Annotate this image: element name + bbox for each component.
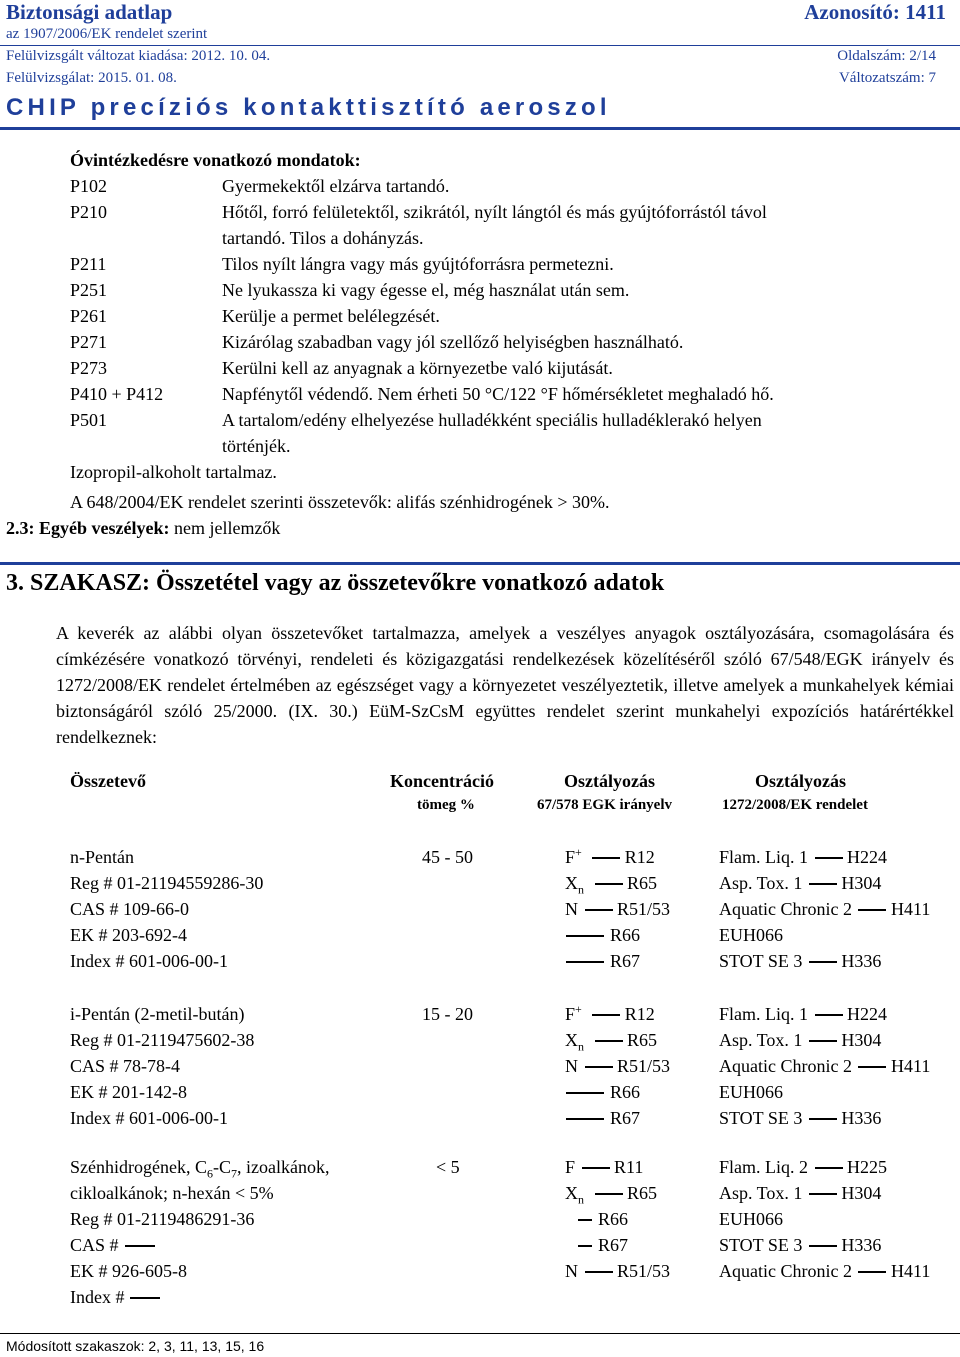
new-class-line: Asp. Tox. 1 H304 [719,873,882,893]
precautions-heading: Óvintézkedésre vonatkozó mondatok: [70,150,361,170]
component-reg: Reg # 01-2119475602-38 [70,1030,255,1050]
old-class-line: F R11 [565,1157,644,1177]
old-class-line: F+ R12 [565,1002,655,1024]
old-class-line: N R51/53 [565,899,671,919]
new-class-line: Aquatic Chronic 2 H411 [719,1261,931,1281]
component-reg: Reg # 01-21194559286-30 [70,873,264,893]
old-class-line: R67 [566,1108,640,1129]
new-class-line: STOT SE 3 H336 [719,1235,882,1255]
product-name: CHIP precíziós kontakttisztító aeroszol [6,94,611,121]
component-ek: EK # 926-605-8 [70,1261,187,1281]
page-number: Oldalszám: 2/14 [837,48,936,64]
old-class-line: R66 [578,1209,628,1230]
component-concentration: < 5 [436,1157,460,1177]
component-index: Index # 601-006-00-1 [70,951,228,971]
section-rule [0,562,960,565]
modified-sections: Módosított szakaszok: 2, 3, 11, 13, 15, 16 [6,1338,265,1354]
component-ek: EK # 201-142-8 [70,1082,187,1102]
new-class-line: Flam. Liq. 2 H225 [719,1157,887,1177]
component-reg: Reg # 01-2119486291-36 [70,1209,255,1229]
old-class-line: F+ R12 [565,845,655,867]
component-concentration: 45 - 50 [422,847,473,867]
component-concentration: 15 - 20 [422,1004,473,1024]
precaution-code: P273 [70,358,108,378]
precaution-text: Tilos nyílt lángra vagy más gyújtóforrásra permetezni. [222,254,614,274]
precaution-text: Kerülje a permet belélegzését. [222,306,440,326]
version-number: Változatszám: 7 [838,70,936,86]
component-cas: CAS # [70,1235,155,1256]
header-class-old: Osztályozás [564,771,655,791]
section3-paragraph: A keverék az alábbi olyan összetevőket tartalmazza, amelyek a veszélyes anyagok osztályozására, csomagolására és címkézésére vonatkozó törvényi, rendeleti és közigazgatási rendelkezések közelítéséről szóló 67/548/EGK irányelv és 1272/2008/EK rendelet értelmében az egészséget vagy a környezetet veszélyeztetik, illetve amelyek a munkahelyek kémiai biztonságáról szóló 25/2000. (IX. 30.) EüM-SzCsM együttes rendelet szerint munkahelyi expozíciós határértékkel rendelkeznek: [56,623,954,748]
new-class-line: EUH066 [719,1082,783,1102]
component-index: Index # [70,1287,160,1308]
precaution-text: Hőtől, forró felületektől, szikrától, nyílt lángtól és más gyújtóforrástól távol [222,202,767,222]
precaution-code: P211 [70,254,107,274]
new-class-line: Asp. Tox. 1 H304 [719,1030,882,1050]
old-class-line: $X_n$ R65 [565,873,658,897]
precaution-text: Kizárólag szabadban vagy jól szellőző helyiségben használható. [222,332,684,352]
precaution-code: P251 [70,280,108,300]
precaution-code: P271 [70,332,108,352]
old-class-line: R67 [566,951,640,972]
new-class-line: Flam. Liq. 1 H224 [719,847,887,867]
new-class-line: EUH066 [719,1209,783,1229]
old-class-line: R66 [566,925,640,946]
new-class-line: STOT SE 3 H336 [719,951,882,971]
component-name: Szénhidrogének, $C_6-C_7$, izoalkánok, [70,1157,330,1181]
header-component: Összetevő [70,771,146,791]
section3-heading: 3. SZAKASZ: Összetétel vagy az összetevőkre vonatkozó adatok [6,570,665,596]
precaution-code: P261 [70,306,108,326]
old-class-line: $X_n$ R65 [565,1030,658,1054]
component-ek: EK # 203-692-4 [70,925,187,945]
new-class-line: Aquatic Chronic 2 H411 [719,899,931,919]
precaution-text: Ne lyukassza ki vagy égesse el, még használat után sem. [222,280,630,300]
precaution-text-cont: tartandó. Tilos a dohányzás. [222,228,424,248]
header-bottom-rule [0,127,960,130]
revision-issue: Felülvizsgált változat kiadása: 2012. 10. 04. [6,48,271,64]
component-cas: CAS # 109-66-0 [70,899,190,919]
header-class-old-sub: 67/578 EGK irányelv [537,797,672,813]
precaution-text: Gyermekektől elzárva tartandó. [222,176,450,196]
revision-date: Felülvizsgálat: 2015. 01. 08. [6,70,177,86]
header-class-new: Osztályozás [755,771,846,791]
old-class-line: R66 [566,1082,640,1103]
new-class-line: EUH066 [719,925,783,945]
other-hazards-value: nem jellemzők [173,518,281,538]
document-identifier: Azonosító: 1411 [804,0,946,24]
header-concentration-unit: tömeg % [417,797,475,813]
component-name: i-Pentán (2-metil-bután) [70,1004,245,1024]
component-name-cont: cikloalkánok; n-hexán < 5% [70,1183,274,1203]
new-class-line: Aquatic Chronic 2 H411 [719,1056,931,1076]
footer-rule [0,1333,960,1334]
old-class-line: N R51/53 [565,1056,671,1076]
regulation-reference: az 1907/2006/EK rendelet szerint [6,26,208,42]
precaution-code: P210 [70,202,108,222]
component-index: Index # 601-006-00-1 [70,1108,228,1128]
header-class-new-sub: 1272/2008/EK rendelet [722,797,868,813]
old-class-line: $X_n$ R65 [565,1183,658,1207]
component-name: n-Pentán [70,847,134,867]
component-cas: CAS # 78-78-4 [70,1056,181,1076]
other-hazards [6,518,280,539]
header-concentration: Koncentráció [390,771,494,791]
old-class-line: N R51/53 [565,1261,671,1281]
new-class-line: Flam. Liq. 1 H224 [719,1004,887,1024]
precaution-text: Napfénytől védendő. Nem érheti 50 °C/122 °F hőmérsékletet meghaladó hő. [222,384,774,404]
new-class-line: STOT SE 3 H336 [719,1108,882,1128]
precaution-code: P410 + P412 [70,384,164,404]
other-hazards-label: 2.3: Egyéb veszélyek: [6,518,170,538]
precaution-code: P102 [70,176,108,196]
precaution-text-cont: történjék. [222,436,291,456]
old-class-line: R67 [578,1235,628,1256]
precaution-text: A tartalom/edény elhelyezése hulladékként speciális hulladéklerakó helyen [222,410,762,430]
new-class-line: Asp. Tox. 1 H304 [719,1183,882,1203]
precaution-text: Kerülni kell az anyagnak a környezetbe való kijutását. [222,358,613,378]
regulation-note: A 648/2004/EK rendelet szerinti összetevők: alifás szénhidrogének > 30%. [70,492,610,512]
precaution-code: P501 [70,410,108,430]
document-title: Biztonsági adatlap [6,0,173,24]
header-rule [0,45,960,46]
isopropyl-note: Izopropil-alkoholt tartalmaz. [70,462,277,482]
